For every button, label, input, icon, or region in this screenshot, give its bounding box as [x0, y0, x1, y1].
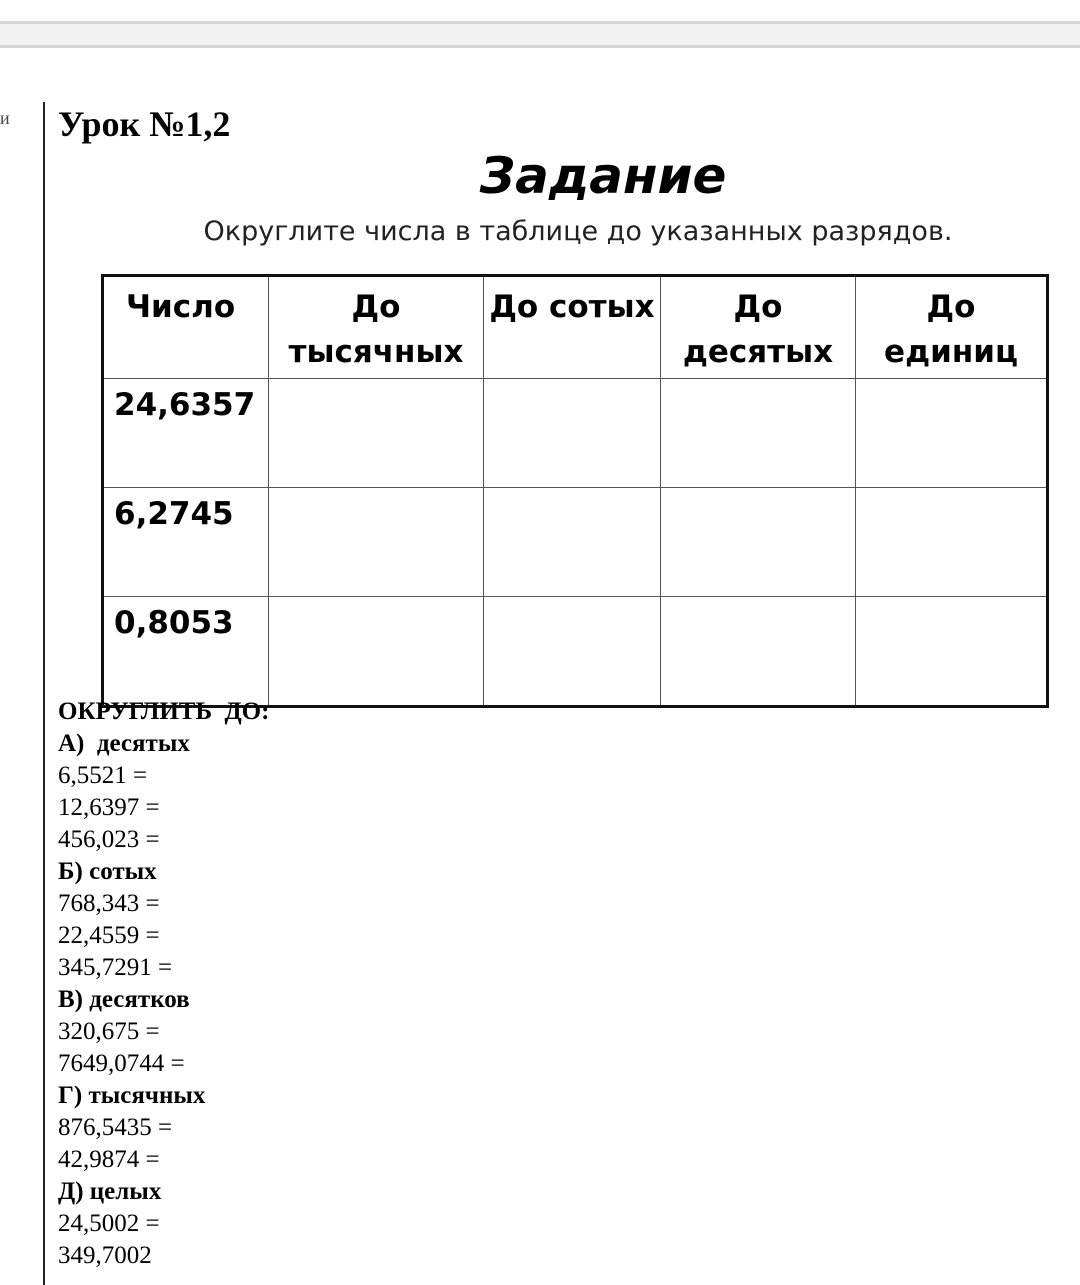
task-image: [96, 140, 1060, 688]
table-row: [103, 488, 1048, 597]
left-border-line: [43, 102, 45, 1285]
task-heading: Задание: [479, 147, 727, 205]
answer-cell: [661, 597, 856, 707]
exercise-item: 12,6397 =: [58, 794, 160, 821]
exercise-item: 24,5002 =: [58, 1210, 160, 1237]
answer-cell: [484, 597, 661, 707]
answer-cell: [269, 597, 484, 707]
exercise-item: 456,023 =: [58, 826, 160, 853]
section-label: В) десятков: [58, 986, 190, 1013]
answer-cell: [661, 379, 856, 488]
column-header: До десятых: [661, 276, 856, 379]
answer-cell: [856, 379, 1048, 488]
section-label: А) десятых: [58, 730, 190, 757]
exercises-block: [58, 696, 269, 1272]
column-header: Число: [103, 276, 269, 379]
exercise-item: 349,7002: [58, 1242, 152, 1269]
top-toolbar-strip: [0, 21, 1080, 48]
answer-cell: [661, 488, 856, 597]
table-header-row: [103, 276, 1048, 379]
column-header: До сотых: [484, 276, 661, 379]
column-header: До тысячных: [269, 276, 484, 379]
column-header: До единиц: [856, 276, 1048, 379]
answer-cell: [484, 379, 661, 488]
answer-cell: [484, 488, 661, 597]
section-label: Г) тысячных: [58, 1082, 206, 1109]
number-cell: 24,6357: [103, 379, 269, 488]
exercise-item: 345,7291 =: [58, 954, 173, 981]
exercise-item: 876,5435 =: [58, 1114, 173, 1141]
section-label: Б) сотых: [58, 858, 157, 885]
left-margin-fragment: и: [0, 108, 10, 128]
number-cell: 0,8053: [103, 597, 269, 707]
table-row: [103, 597, 1048, 707]
table-row: [103, 379, 1048, 488]
exercise-item: 768,343 =: [58, 890, 160, 917]
exercise-item: 6,5521 =: [58, 762, 148, 789]
rounding-table: [101, 274, 1049, 708]
section-label: Д) целых: [58, 1178, 162, 1205]
lesson-title: Урок №1,2: [58, 104, 231, 144]
answer-cell: [856, 488, 1048, 597]
exercise-item: 42,9874 =: [58, 1146, 160, 1173]
answer-cell: [269, 379, 484, 488]
answer-cell: [856, 597, 1048, 707]
number-cell: 6,2745: [103, 488, 269, 597]
exercises-heading: ОКРУГЛИТЬ ДО:: [58, 698, 270, 725]
exercise-item: 320,675 =: [58, 1018, 160, 1045]
exercise-item: 7649,0744 =: [58, 1050, 185, 1077]
answer-cell: [269, 488, 484, 597]
exercise-item: 22,4559 =: [58, 922, 160, 949]
task-instruction: Округлите числа в таблице до указанных разрядов.: [203, 216, 953, 247]
